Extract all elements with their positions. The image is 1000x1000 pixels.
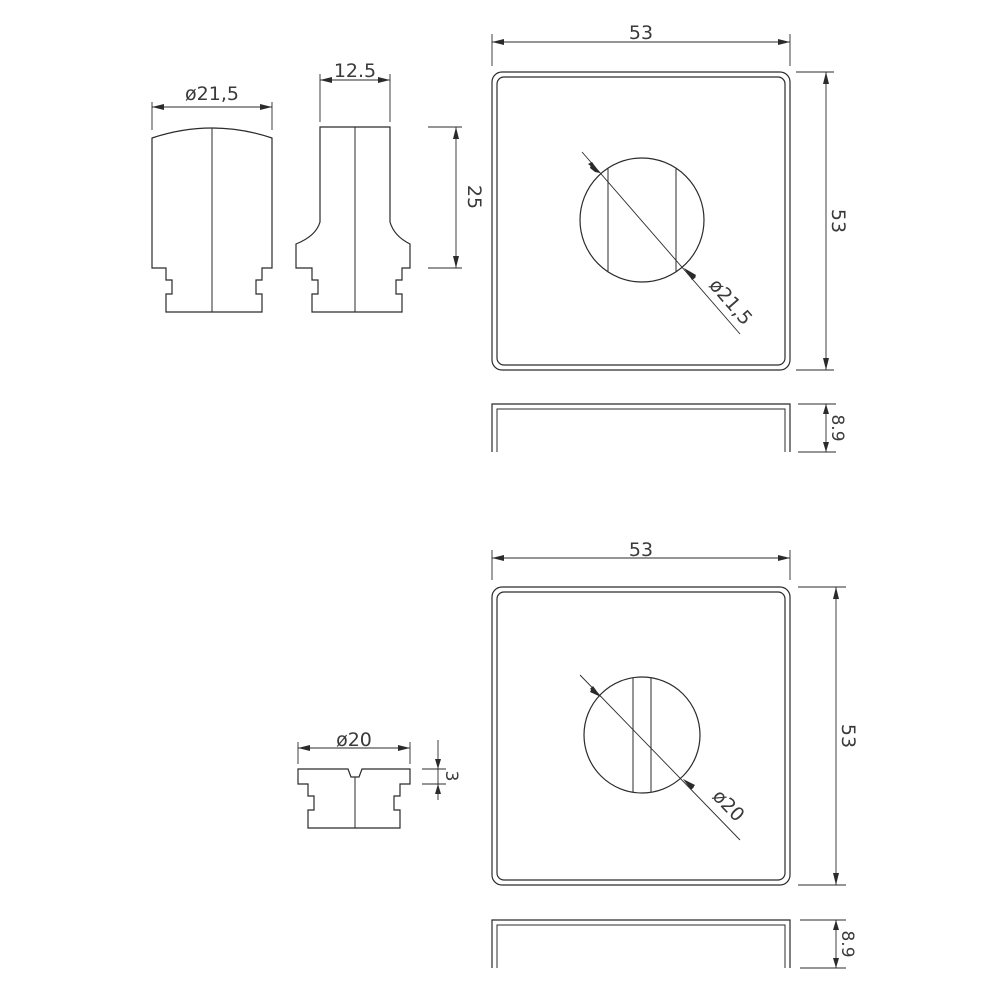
rosette-top-depth-dimension bbox=[798, 404, 847, 452]
rosette-top-height-label: 53 bbox=[827, 208, 849, 234]
rosette-top-width-label: 53 bbox=[628, 22, 654, 44]
knob-front-view bbox=[152, 128, 272, 312]
rosette-bottom-profile bbox=[492, 920, 790, 968]
knob-front-diameter-label: ø21,5 bbox=[185, 83, 239, 105]
rosette-bottom-width-label: 53 bbox=[628, 539, 654, 561]
insert-height-dimension bbox=[422, 740, 461, 800]
rosette-top-plan bbox=[492, 72, 790, 370]
rosette-bottom-height-label: 53 bbox=[837, 723, 859, 749]
knob-front-diameter-dimension bbox=[152, 83, 272, 130]
rosette-bottom-width-dimension bbox=[492, 539, 790, 580]
rosette-bottom-plan bbox=[492, 587, 790, 885]
rosette-bottom-depth-label: 8.9 bbox=[837, 930, 857, 958]
knob-side-height-dimension bbox=[428, 127, 485, 268]
rosette-top-depth-label: 8.9 bbox=[827, 414, 847, 442]
insert-diameter-label: ø20 bbox=[336, 729, 372, 751]
insert-height-label: 3 bbox=[441, 770, 461, 782]
rosette-top-width-dimension bbox=[492, 22, 790, 66]
rosette-top-hole-label: ø21,5 bbox=[704, 274, 757, 330]
knob-side-width-dimension bbox=[320, 60, 390, 122]
insert-diameter-dimension bbox=[298, 729, 410, 764]
rosette-bottom-hole-label: ø20 bbox=[707, 785, 749, 827]
rosette-bottom-height-dimension bbox=[798, 587, 859, 885]
knob-side-view bbox=[296, 127, 410, 312]
rosette-bottom-hole-dimension bbox=[580, 675, 749, 840]
knob-side-width-label: 12.5 bbox=[333, 60, 377, 82]
rosette-top-profile bbox=[492, 404, 790, 452]
rosette-top-height-dimension bbox=[796, 72, 849, 370]
insert-view bbox=[298, 769, 410, 828]
knob-side-height-label: 25 bbox=[463, 184, 485, 210]
rosette-bottom-depth-dimension bbox=[800, 920, 857, 968]
